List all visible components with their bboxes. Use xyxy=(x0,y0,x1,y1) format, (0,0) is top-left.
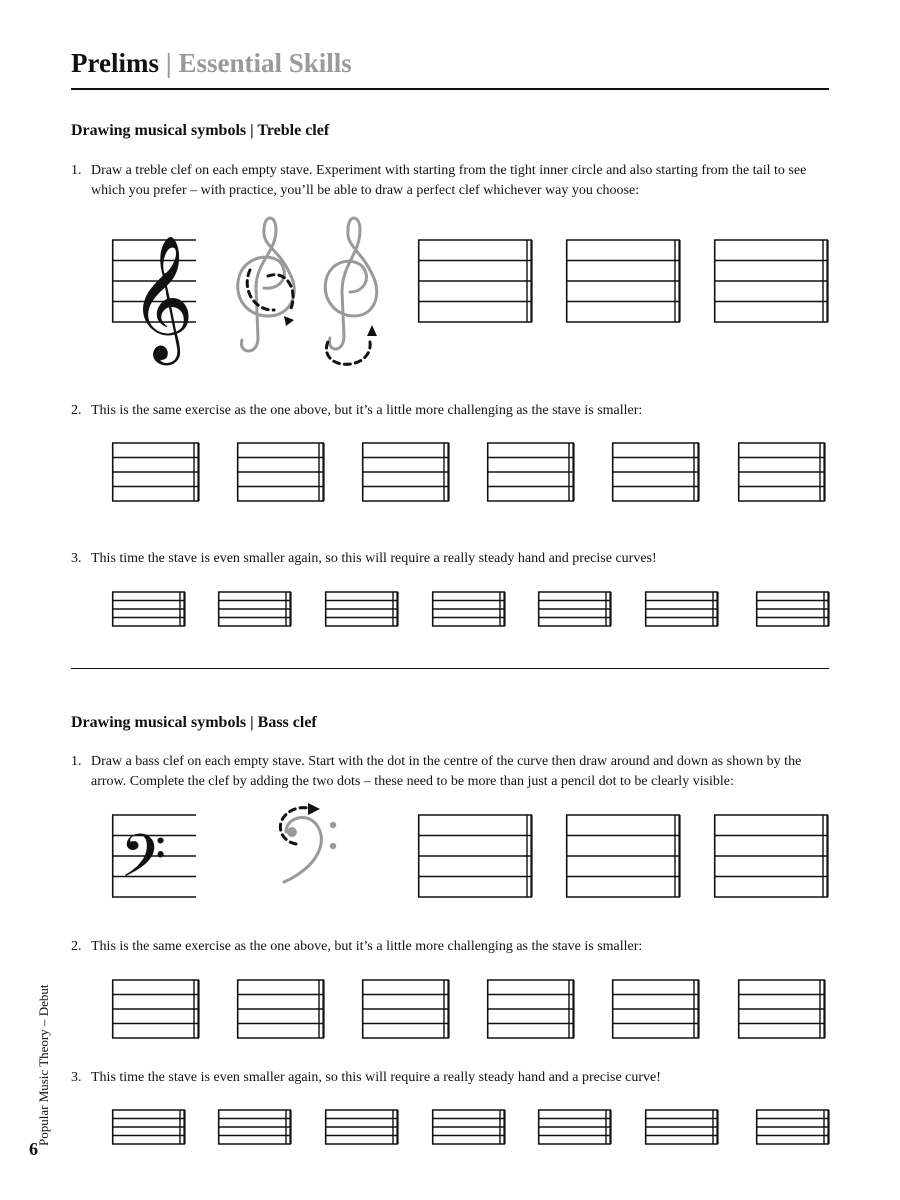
bass-ex1-number: 1. xyxy=(71,754,82,769)
treble-small-stave[interactable] xyxy=(756,592,829,626)
header-subtitle: Essential Skills xyxy=(178,48,352,78)
bass-ex2-text: This is the same exercise as the one above, but it’s a little more challenging as the stave is smaller: xyxy=(91,939,643,954)
bass-small-stave[interactable] xyxy=(538,1110,611,1144)
bass-small-stave[interactable] xyxy=(432,1110,505,1144)
bass-section-title: Drawing musical symbols | Bass clef xyxy=(71,714,317,731)
bass-small-stave[interactable] xyxy=(325,1110,398,1144)
treble-small-stave[interactable] xyxy=(538,592,611,626)
treble-clef-example-icon: 𝄞 xyxy=(130,235,194,360)
bass-ex3-number: 3. xyxy=(71,1070,82,1085)
treble-tail-dashed-circle xyxy=(326,338,370,364)
treble-ex1-text: Draw a treble clef on each empty stave. Experiment with starting from the tight inner circle and also starting from the tail to see which you prefer – with practice, you’ll be able to draw a perfect clef whichever way you choose: xyxy=(91,163,807,198)
staves-layer xyxy=(112,240,829,1144)
bass-guide-arrow-icon xyxy=(308,803,320,815)
bass-medium-stave[interactable] xyxy=(612,980,699,1038)
bass-large-stave[interactable] xyxy=(566,815,680,897)
bass-medium-stave[interactable] xyxy=(237,980,324,1038)
bass-ex1-text: Draw a bass clef on each empty stave. Start with the dot in the centre of the curve then draw around and down as shown by the arrow. Complete the clef by adding the two dots – these need to be more than just a pencil dot to be clearly visible: xyxy=(91,754,802,789)
bass-ex2-number: 2. xyxy=(71,939,82,954)
bass-medium-stave[interactable] xyxy=(738,980,825,1038)
treble-clef-guide-tail-icon xyxy=(325,218,376,349)
treble-medium-stave[interactable] xyxy=(738,443,825,501)
bass-ex3-text: This time the stave is even smaller again, so this will require a really steady hand and a precise curve! xyxy=(91,1070,661,1085)
treble-ex2-text: This is the same exercise as the one above, but it’s a little more challenging as the stave is smaller: xyxy=(91,403,643,418)
bass-medium-stave[interactable] xyxy=(362,980,449,1038)
treble-medium-stave[interactable] xyxy=(612,443,699,501)
treble-clef-guide-inner-icon xyxy=(238,218,294,351)
treble-small-stave[interactable] xyxy=(325,592,398,626)
header-separator: | xyxy=(165,48,172,78)
treble-tail-arrow-icon xyxy=(367,325,377,336)
treble-large-stave[interactable] xyxy=(418,240,532,322)
bass-medium-stave[interactable] xyxy=(487,980,574,1038)
treble-section-title: Drawing musical symbols | Treble clef xyxy=(71,122,330,139)
treble-ex3-text: This time the stave is even smaller again, so this will require a really steady hand and precise curves! xyxy=(91,551,657,566)
treble-ex1-number: 1. xyxy=(71,163,82,178)
treble-medium-stave[interactable] xyxy=(487,443,574,501)
bass-small-stave[interactable] xyxy=(218,1110,291,1144)
treble-medium-stave[interactable] xyxy=(112,443,199,501)
page-number: 6 xyxy=(29,1139,38,1159)
bass-clef-example-icon: 𝄢 xyxy=(120,821,167,905)
bass-clef-guide-icon xyxy=(280,808,336,882)
bass-small-stave[interactable] xyxy=(756,1110,829,1144)
bass-medium-stave[interactable] xyxy=(112,980,199,1038)
treble-ex3-number: 3. xyxy=(71,551,82,566)
treble-guide-arrow-icon xyxy=(284,316,294,326)
treble-small-stave[interactable] xyxy=(645,592,718,626)
treble-medium-stave[interactable] xyxy=(362,443,449,501)
book-title-vertical: Popular Music Theory – Debut xyxy=(36,984,51,1146)
header-title: Prelims xyxy=(71,48,159,78)
bass-large-stave[interactable] xyxy=(714,815,828,897)
treble-medium-stave[interactable] xyxy=(237,443,324,501)
treble-large-stave[interactable] xyxy=(566,240,680,322)
treble-large-stave[interactable] xyxy=(714,240,828,322)
bass-large-stave[interactable] xyxy=(418,815,532,897)
bass-small-stave[interactable] xyxy=(645,1110,718,1144)
treble-small-stave[interactable] xyxy=(432,592,505,626)
treble-small-stave[interactable] xyxy=(112,592,185,626)
bass-small-stave[interactable] xyxy=(112,1110,185,1144)
treble-ex2-number: 2. xyxy=(71,403,82,418)
treble-small-stave[interactable] xyxy=(218,592,291,626)
